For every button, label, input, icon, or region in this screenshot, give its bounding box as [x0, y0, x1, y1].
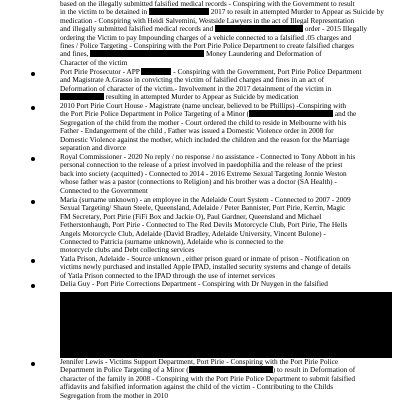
- text-line: Fetherstonhaugh, Port Pirie - Connected to The Red Devils Motorcycle Club, Port Pirie, The Hells: [60, 220, 348, 230]
- paragraph-court-house: [60, 102, 390, 152]
- text-line: Connected to the Government: [60, 185, 148, 195]
- text-line: Character of the victim: [60, 57, 128, 67]
- text-fragment: the Port Pirie Police Department in Police Targeting of a Minor (: [60, 109, 250, 119]
- text-fragment: order - 2015 Illegally: [303, 24, 368, 34]
- text-line: 2010 Port Pirie Court House - Magistrate (name unclear, believed to be Phillips) -Conspiring with: [60, 101, 347, 110]
- text-line: affidavits and falsified information against the child of the victim - Contributing to the Childs: [60, 382, 334, 392]
- text-line: whose father was a pastor (connections to Religion) and his brother was a doctor (SA Health) -: [60, 177, 337, 187]
- paragraph-prosecutor: [60, 68, 390, 102]
- redaction-bar: [189, 366, 273, 373]
- paragraph-delia-guy: [60, 280, 390, 288]
- text-line: Deformation of character of the victim.- Involvement in the 2017 detainment of the victim in: [60, 83, 332, 93]
- text-line: character of the family in 2008 - Conspiring with the Port Pirie Police Department to submit falsified: [60, 373, 356, 383]
- text-line: Maria (surname unknown) - an employee in the Adelaide Court System - Connected to 2007 - 2009: [60, 195, 351, 204]
- bullet-point: [31, 362, 35, 366]
- text-line: FM Secretary, Port Pirie (FiFi Box and Jackie O), Paul Gardner, Queensland and Michael: [60, 211, 322, 221]
- text-line: Sexual Targeting/ Shaun Steele, Queensland, Adelaide / Peter Bannister, Port Pirie, Kerrin, Magic: [60, 203, 346, 213]
- text-fragment: ) to result in Deformation of: [272, 365, 356, 375]
- bullet-point: [31, 259, 35, 263]
- bullet-point: [31, 72, 35, 76]
- redaction-bar: [149, 8, 209, 15]
- text-fragment: - Conspiring with the Government, Port Pirie Police Department: [171, 67, 362, 76]
- text-line: medication - Conspiring with Heidi Salvemini, Westside Lawyers in the act of Illegal Representation: [60, 15, 355, 25]
- text-line: Royal Commissioner - 2020 No reply / no response / no assistance - Connected to Tony Abbott in his: [60, 152, 356, 161]
- text-line: personal connection to the release of a priest involved in paedophilia and the release of the priest: [60, 160, 343, 170]
- bullet-point: [31, 106, 35, 110]
- paragraph-maria: [60, 196, 390, 255]
- text-line: and Magistrate A.Grasso in convicting the victim of falsified charges and fines in an act of: [60, 75, 325, 85]
- redaction-bar: [141, 68, 171, 75]
- redaction-bar: [249, 110, 333, 117]
- text-line: Domestic Violence against the mother, which included the children and the reason for the Marriage: [60, 134, 350, 144]
- text-line: separation and divorce: [60, 143, 127, 153]
- text-line: Father - Endangerment of the child , Father was issued a Domestic Violence order in 2008 for: [60, 126, 334, 136]
- text-fragment: and the: [333, 109, 357, 119]
- text-line: ordering the Victim to pay Impounding charges of a vehicle connected to a falsified .05 charges and: [60, 32, 352, 42]
- bullet-point: [31, 284, 35, 288]
- text-fragment: and illegally submitted falsified medical records and: [60, 24, 216, 34]
- text-fragment: and fines,: [60, 49, 91, 59]
- text-line: Connected to Patricia (surname unknown), Adelaide who is connected to the: [60, 237, 284, 247]
- text-line: based on the illegally submitted falsified medical records - Conspiring with the Government to result: [60, 0, 355, 8]
- text-fragment: Money Laundering and Deformation of: [204, 49, 322, 59]
- text-line: Segregation of the child from the mother - Court ordered the child to reside in Melbourne with his: [60, 117, 347, 127]
- text-line: motorcycle clubs and Debt collecting services: [60, 245, 195, 255]
- text-line: victims newly purchased and installed Apple IPAD, installed security systems and change of details: [60, 262, 351, 272]
- redaction-bar: [60, 93, 104, 100]
- text-fragment: in the victim to be detained in: [60, 7, 149, 17]
- text-fragment: 2017 to result in attempted Murder to Appear as Suicide by: [208, 7, 384, 17]
- text-line: Jennifer Lewis - Victims Support Department, Port Pirie - Conspiring with the Port Pirie Police: [60, 357, 339, 366]
- text-line: of Yatla Prison connected to the IPAD through the use of internet services: [60, 270, 276, 280]
- text-line: Yatla Prison, Adelaide - Source unknown , either prison guard or inmate of prison - Notification on: [60, 254, 350, 263]
- bullet-point: [31, 157, 35, 161]
- text-line: Delia Guy - Port Pirie Corrections Department - Conspiring with Dr Nuygen in the falsified: [60, 279, 328, 288]
- paragraph-royal-commissioner: [60, 153, 390, 195]
- paragraph-continuation: [60, 0, 390, 67]
- text-line: back into society (acquitted) - Connected to 2014 - 2016 Extreme Sexual Targeting Jonnie Weston: [60, 168, 347, 178]
- text-fragment: resulting in attempted Murder to Appear as Suicide by medication: [104, 92, 299, 102]
- paragraph-yatla-prison: [60, 255, 390, 280]
- paragraph-jennifer-lewis: [60, 358, 390, 400]
- text-line: fines / Police Targeting - Conspiring with the Port Pirie Police Department to create falsified charges: [60, 41, 354, 51]
- redaction-bar: [215, 25, 303, 32]
- text-fragment: Department in Police Targeting of a Minor (: [60, 365, 189, 375]
- text-line: Angels Motorcycle Club, Adelaide (David Bradley, Adelaide University, Vincent Bulone) -: [60, 228, 326, 238]
- bullet-point: [31, 200, 35, 204]
- large-redaction-block: [60, 292, 392, 358]
- redaction-bar: [90, 50, 204, 57]
- text-fragment: Port Pirie Prosecutor - APP: [60, 67, 142, 76]
- text-line: Segregation from the mother in 2010: [60, 390, 169, 400]
